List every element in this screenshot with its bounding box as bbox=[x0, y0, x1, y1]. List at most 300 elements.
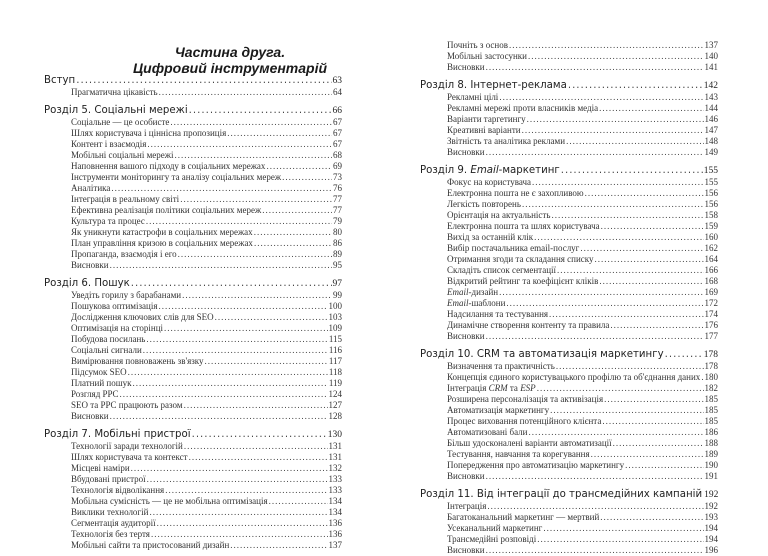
dot-leader bbox=[165, 485, 327, 496]
dot-leader bbox=[110, 411, 328, 422]
dot-leader bbox=[254, 238, 332, 249]
entry-title: Розділ 7. Мобільні пристрої bbox=[44, 429, 191, 440]
dot-leader bbox=[591, 449, 704, 460]
dot-leader bbox=[595, 254, 704, 265]
dot-leader bbox=[143, 345, 328, 356]
page-number: 189 bbox=[704, 449, 718, 459]
entry-title: Креативні варіанти bbox=[447, 125, 521, 135]
dot-leader bbox=[131, 277, 332, 290]
dot-leader bbox=[486, 471, 704, 482]
toc-chapter-entry bbox=[420, 79, 718, 92]
page-number: 140 bbox=[704, 51, 718, 61]
entry-title: Визначення та практичність bbox=[447, 361, 555, 371]
page-number: 182 bbox=[704, 383, 718, 393]
dot-leader bbox=[192, 428, 327, 441]
dot-leader bbox=[146, 216, 332, 227]
dot-leader bbox=[262, 205, 332, 216]
part-title-line-2: Цифровий інструментарій bbox=[132, 60, 328, 76]
entry-title: Відкритий рейтинг та коефіцієнт кліків bbox=[447, 276, 599, 286]
page-number: 68 bbox=[333, 150, 342, 160]
toc-section-entry bbox=[44, 161, 342, 172]
entry-title: Почніть з основ bbox=[447, 40, 508, 50]
toc-section-entry bbox=[44, 411, 342, 422]
toc-chapter-entry bbox=[44, 428, 342, 441]
page-number: 100 bbox=[328, 301, 342, 311]
page-number: 80 bbox=[333, 227, 342, 237]
dot-leader bbox=[599, 276, 703, 287]
entry-title: Фокус на користувача bbox=[447, 177, 531, 187]
entry-title: Висновки bbox=[447, 471, 485, 481]
dot-leader bbox=[266, 161, 332, 172]
page-number: 177 bbox=[704, 331, 718, 341]
dot-leader bbox=[131, 463, 328, 474]
dot-leader bbox=[509, 40, 704, 51]
dot-leader bbox=[556, 361, 704, 372]
dot-leader bbox=[486, 147, 704, 158]
page-number: 176 bbox=[704, 320, 718, 330]
entry-title: Розгляд PPC bbox=[71, 389, 119, 399]
dot-leader bbox=[550, 405, 703, 416]
toc-section-entry bbox=[44, 334, 342, 345]
entry-title: Мобільні застосунки bbox=[447, 51, 527, 61]
dot-leader bbox=[230, 540, 327, 551]
entry-title: Динамічне створення контенту та правила bbox=[447, 320, 610, 330]
entry-title: Електронна пошта та шлях користувача bbox=[447, 221, 600, 231]
page-number: 156 bbox=[704, 199, 718, 209]
page-number: 67 bbox=[333, 128, 342, 138]
page-number: 73 bbox=[333, 172, 342, 182]
toc-section-entry bbox=[44, 485, 342, 496]
toc-section-entry bbox=[420, 92, 718, 103]
table-of-contents-right bbox=[420, 40, 718, 556]
toc-section-entry bbox=[44, 540, 342, 551]
dot-leader bbox=[147, 139, 332, 150]
entry-title: Висновки bbox=[447, 545, 485, 555]
dot-leader bbox=[549, 309, 703, 320]
toc-section-entry bbox=[420, 136, 718, 147]
entry-title: SEO та PPC працюють разом bbox=[71, 400, 183, 410]
page-number: 141 bbox=[704, 62, 718, 72]
page-number: 185 bbox=[704, 394, 718, 404]
dot-leader bbox=[522, 199, 704, 210]
entry-title: Вбудовані пристрої bbox=[71, 474, 146, 484]
toc-section-entry bbox=[420, 309, 718, 320]
entry-title: Автоматизація маркетингу bbox=[447, 405, 550, 415]
page-number: 185 bbox=[704, 416, 718, 426]
entry-title: Email-дизайн bbox=[447, 287, 499, 297]
dot-leader bbox=[625, 460, 703, 471]
dot-leader bbox=[189, 452, 328, 463]
entry-title: Соціальне — це особисте bbox=[71, 117, 170, 127]
page-number: 127 bbox=[328, 400, 342, 410]
dot-leader bbox=[487, 501, 703, 512]
dot-leader bbox=[282, 172, 332, 183]
toc-section-entry bbox=[44, 367, 342, 378]
entry-title: Складіть список сегментації bbox=[447, 265, 557, 275]
page-number: 124 bbox=[328, 389, 342, 399]
toc-section-entry bbox=[44, 301, 342, 312]
toc-section-entry bbox=[420, 534, 718, 545]
page-number: 158 bbox=[704, 210, 718, 220]
toc-section-entry bbox=[420, 320, 718, 331]
entry-title: Дослідження ключових слів для SEO bbox=[71, 312, 214, 322]
page-number: 188 bbox=[704, 438, 718, 448]
entry-title: Ефективна реалізація політики соціальних мереж bbox=[71, 205, 262, 215]
toc-section-entry bbox=[420, 405, 718, 416]
toc-section-entry bbox=[420, 298, 718, 309]
toc-section-entry bbox=[44, 290, 342, 301]
entry-title: Більш удосконалені варіанти автоматизації bbox=[447, 438, 612, 448]
toc-section-entry bbox=[44, 389, 342, 400]
dot-leader bbox=[561, 164, 703, 177]
page-number: 142 bbox=[703, 81, 718, 91]
entry-title: Шлях користувача та контекст bbox=[71, 452, 188, 462]
entry-title: Надсилання та тестування bbox=[447, 309, 549, 319]
dot-leader bbox=[180, 194, 332, 205]
page-number: 178 bbox=[704, 361, 718, 371]
dot-leader bbox=[151, 529, 328, 540]
entry-title: Мобільні сайти та пристосований дизайн bbox=[71, 540, 230, 550]
dot-leader bbox=[701, 372, 703, 383]
part-title-line-1: Частина друга. bbox=[174, 44, 286, 60]
dot-leader bbox=[178, 249, 332, 260]
toc-section-entry bbox=[44, 260, 342, 271]
dot-leader bbox=[133, 378, 328, 389]
dot-leader bbox=[170, 117, 332, 128]
toc-section-entry bbox=[44, 378, 342, 389]
dot-leader bbox=[613, 438, 704, 449]
toc-section-entry bbox=[44, 172, 342, 183]
page-number: 95 bbox=[333, 260, 342, 270]
entry-title: Тестування, навчання та корегування bbox=[447, 449, 590, 459]
page-number: 185 bbox=[704, 405, 718, 415]
entry-title: Вимірювання повноважень зв'язку bbox=[71, 356, 204, 366]
page-number: 155 bbox=[704, 177, 718, 187]
page-number: 192 bbox=[704, 490, 718, 500]
dot-leader bbox=[149, 507, 327, 518]
dot-leader bbox=[528, 51, 704, 62]
page-number: 131 bbox=[328, 441, 342, 451]
toc-section-entry bbox=[420, 254, 718, 265]
dot-leader bbox=[528, 427, 703, 438]
entry-title: Шлях користувача і ціннісна пропозиція bbox=[71, 128, 227, 138]
toc-section-entry bbox=[420, 232, 718, 243]
entry-title: Висновки bbox=[71, 411, 109, 421]
page-number: 118 bbox=[328, 367, 342, 377]
page-number: 166 bbox=[704, 265, 718, 275]
toc-section-entry bbox=[420, 471, 718, 482]
entry-title: Сегментація аудиторії bbox=[71, 518, 156, 528]
page-number: 67 bbox=[333, 139, 342, 149]
page-number: 77 bbox=[333, 194, 342, 204]
entry-title: Орієнтація на актуальність bbox=[447, 210, 551, 220]
page-number: 192 bbox=[704, 501, 718, 511]
toc-section-entry bbox=[420, 331, 718, 342]
page-number: 128 bbox=[328, 411, 342, 421]
page-number: 178 bbox=[703, 350, 718, 360]
page-number: 159 bbox=[704, 221, 718, 231]
dot-leader bbox=[269, 496, 328, 507]
page-number: 76 bbox=[333, 183, 342, 193]
page-number: 132 bbox=[328, 463, 342, 473]
toc-section-entry bbox=[44, 518, 342, 529]
toc-section-entry bbox=[44, 139, 342, 150]
table-of-contents-left bbox=[44, 74, 342, 551]
page-number: 133 bbox=[328, 485, 342, 495]
entry-title: Трансмедійні розповіді bbox=[447, 534, 537, 544]
toc-section-entry bbox=[420, 394, 718, 405]
entry-title: Платний пошук bbox=[71, 378, 132, 388]
page-number: 66 bbox=[332, 106, 342, 116]
toc-section-entry bbox=[420, 243, 718, 254]
toc-section-entry bbox=[44, 238, 342, 249]
page-number: 137 bbox=[328, 540, 342, 550]
page-number: 194 bbox=[704, 534, 718, 544]
entry-title: Рекламні мережі проти власників медіа bbox=[447, 103, 599, 113]
dot-leader bbox=[159, 301, 328, 312]
entry-title: Мобільна сумісність — це не мобільна оптимізація bbox=[71, 496, 268, 506]
toc-section-entry bbox=[44, 183, 342, 194]
dot-leader bbox=[537, 534, 703, 545]
dot-leader bbox=[532, 177, 704, 188]
toc-section-entry bbox=[44, 463, 342, 474]
entry-title: Усеканальний маркетинг bbox=[447, 523, 543, 533]
page-number: 147 bbox=[704, 125, 718, 135]
toc-section-entry bbox=[44, 496, 342, 507]
dot-leader bbox=[527, 114, 704, 125]
right-page bbox=[384, 0, 768, 555]
entry-title: Наповнення вашого підходу в соціальних мережах bbox=[71, 161, 266, 171]
entry-title: Розділ 10. CRM та автоматизація маркетингу bbox=[420, 349, 664, 360]
page-number: 134 bbox=[328, 507, 342, 517]
page-number: 194 bbox=[704, 523, 718, 533]
entry-title: Розділ 6. Пошук bbox=[44, 278, 130, 289]
entry-title: Технологія відволікання bbox=[71, 485, 165, 495]
dot-leader bbox=[604, 394, 703, 405]
left-page bbox=[0, 0, 384, 550]
dot-leader bbox=[610, 320, 703, 331]
dot-leader bbox=[205, 356, 328, 367]
dot-leader bbox=[215, 312, 328, 323]
entry-title: Розділ 11. Від інтеграції до трансмедійних кампаній bbox=[420, 489, 703, 500]
entry-title: Висновки bbox=[447, 147, 485, 157]
page-number: 99 bbox=[333, 290, 342, 300]
toc-section-entry bbox=[420, 449, 718, 460]
entry-title: Легкість повторень bbox=[447, 199, 521, 209]
page-number: 119 bbox=[328, 378, 342, 388]
toc-section-entry bbox=[420, 147, 718, 158]
toc-section-entry bbox=[420, 62, 718, 73]
entry-title: Email-шаблони bbox=[447, 298, 506, 308]
dot-leader bbox=[76, 74, 331, 87]
page-number: 186 bbox=[704, 427, 718, 437]
entry-title: Аналітика bbox=[71, 183, 111, 193]
toc-section-entry bbox=[420, 460, 718, 471]
page-number: 103 bbox=[328, 312, 342, 322]
dot-leader bbox=[159, 87, 332, 98]
entry-title: Вибір постачальника email-послуг bbox=[447, 243, 580, 253]
entry-title: Рекламні цілі bbox=[447, 92, 499, 102]
entry-title: Розділ 8. Інтернет-реклама bbox=[420, 80, 567, 91]
entry-title: Вихід за останній клік bbox=[447, 232, 534, 242]
entry-title: Багатоканальний маркетинг — мертвий bbox=[447, 512, 600, 522]
toc-chapter-entry bbox=[420, 488, 718, 501]
toc-section-entry bbox=[44, 345, 342, 356]
entry-title: Попередження про автоматизацію маркетингу bbox=[447, 460, 625, 470]
toc-section-entry bbox=[44, 128, 342, 139]
entry-title: Соціальні сигнали bbox=[71, 345, 142, 355]
toc-section-entry bbox=[44, 312, 342, 323]
toc-section-entry bbox=[44, 323, 342, 334]
dot-leader bbox=[601, 221, 704, 232]
toc-section-entry bbox=[420, 361, 718, 372]
toc-section-entry bbox=[420, 188, 718, 199]
dot-leader bbox=[174, 150, 332, 161]
page-number: 64 bbox=[333, 87, 342, 97]
dot-leader bbox=[254, 227, 332, 238]
entry-title: Процес виховання потенційного клієнта bbox=[447, 416, 602, 426]
toc-section-entry bbox=[420, 199, 718, 210]
toc-section-entry bbox=[420, 177, 718, 188]
dot-leader bbox=[557, 265, 703, 276]
entry-title: Розширена персоналізація та активізація bbox=[447, 394, 604, 404]
entry-title: Отримання згоди та складання списку bbox=[447, 254, 594, 264]
page-number: 67 bbox=[333, 117, 342, 127]
page-number: 63 bbox=[332, 76, 342, 86]
entry-title: Мобільні соціальні мережі bbox=[71, 150, 174, 160]
page-number: 137 bbox=[704, 40, 718, 50]
entry-title: Пропаганда, взаємодія і его bbox=[71, 249, 177, 259]
page-number: 160 bbox=[704, 232, 718, 242]
toc-section-entry bbox=[44, 227, 342, 238]
page-number: 180 bbox=[704, 372, 718, 382]
dot-leader bbox=[499, 92, 703, 103]
page-number: 130 bbox=[327, 430, 342, 440]
entry-title: Виклики технологій bbox=[71, 507, 149, 517]
page-number: 143 bbox=[704, 92, 718, 102]
toc-section-entry bbox=[420, 416, 718, 427]
entry-title: Висновки bbox=[447, 331, 485, 341]
page-number: 86 bbox=[333, 238, 342, 248]
toc-section-entry bbox=[420, 438, 718, 449]
entry-title: Технології заради технологій bbox=[71, 441, 183, 451]
page-number: 190 bbox=[704, 460, 718, 470]
entry-title: Варіанти таргетингу bbox=[447, 114, 526, 124]
toc-section-entry bbox=[420, 51, 718, 62]
dot-leader bbox=[537, 383, 704, 394]
toc-section-entry bbox=[420, 383, 718, 394]
dot-leader bbox=[602, 416, 703, 427]
dot-leader bbox=[157, 518, 328, 529]
toc-chapter-entry bbox=[44, 104, 342, 117]
toc-section-entry bbox=[420, 125, 718, 136]
toc-section-entry bbox=[420, 114, 718, 125]
toc-section-entry bbox=[420, 501, 718, 512]
dot-leader bbox=[128, 367, 328, 378]
entry-title: Підсумок SEO bbox=[71, 367, 127, 377]
toc-section-entry bbox=[44, 194, 342, 205]
toc-section-entry bbox=[420, 221, 718, 232]
toc-section-entry bbox=[44, 507, 342, 518]
dot-leader bbox=[227, 128, 332, 139]
dot-leader bbox=[486, 62, 704, 73]
dot-leader bbox=[534, 232, 703, 243]
page-number: 196 bbox=[704, 545, 718, 555]
page-number: 191 bbox=[704, 471, 718, 481]
dot-leader bbox=[551, 210, 703, 221]
toc-section-entry bbox=[420, 40, 718, 51]
dot-leader bbox=[665, 348, 703, 361]
dot-leader bbox=[585, 188, 704, 199]
page-number: 146 bbox=[704, 114, 718, 124]
dot-leader bbox=[146, 334, 327, 345]
dot-leader bbox=[522, 125, 704, 136]
page-number: 136 bbox=[328, 518, 342, 528]
dot-leader bbox=[486, 331, 704, 342]
dot-leader bbox=[182, 290, 332, 301]
toc-section-entry bbox=[420, 210, 718, 221]
toc-section-entry bbox=[44, 400, 342, 411]
dot-leader bbox=[184, 400, 328, 411]
page-number: 156 bbox=[704, 188, 718, 198]
entry-title: Інструменти моніторингу та аналізу соціальних мереж bbox=[71, 172, 282, 182]
toc-chapter-entry bbox=[420, 348, 718, 361]
dot-leader bbox=[580, 243, 703, 254]
toc-section-entry bbox=[44, 150, 342, 161]
toc-chapter-entry bbox=[420, 164, 718, 177]
entry-title: Інтеграція CRM та ESP bbox=[447, 383, 536, 393]
entry-title: Контент і взаємодія bbox=[71, 139, 147, 149]
entry-title: Культура та процес bbox=[71, 216, 145, 226]
toc-section-entry bbox=[420, 103, 718, 114]
dot-leader bbox=[600, 512, 703, 523]
page-number: 164 bbox=[704, 254, 718, 264]
toc-section-entry bbox=[44, 529, 342, 540]
page-number: 168 bbox=[704, 276, 718, 286]
entry-title: Побудова посилань bbox=[71, 334, 146, 344]
entry-title: Технологія без тертя bbox=[71, 529, 150, 539]
toc-section-entry bbox=[420, 265, 718, 276]
dot-leader bbox=[189, 104, 332, 117]
entry-title: Розділ 9. Email-маркетинг bbox=[420, 165, 560, 176]
dot-leader bbox=[543, 523, 703, 534]
entry-title: Вступ bbox=[44, 75, 76, 86]
page-number: 131 bbox=[328, 452, 342, 462]
page-number: 115 bbox=[328, 334, 342, 344]
page-number: 134 bbox=[328, 496, 342, 506]
part-title bbox=[120, 44, 340, 76]
entry-title: Розділ 5. Соціальні мережі bbox=[44, 105, 188, 116]
entry-title: Звітність та аналітика реклами bbox=[447, 136, 566, 146]
entry-title: Концепція єдиного користувацького профілю та об'єднання даних bbox=[447, 372, 701, 382]
dot-leader bbox=[566, 136, 703, 147]
page-number: 79 bbox=[333, 216, 342, 226]
entry-title: План управління кризою в соціальних мережах bbox=[71, 238, 253, 248]
entry-title: Місцеві наміри bbox=[71, 463, 130, 473]
toc-section-entry bbox=[44, 474, 342, 485]
toc-section-entry bbox=[420, 427, 718, 438]
page-number: 116 bbox=[328, 345, 342, 355]
dot-leader bbox=[110, 260, 332, 271]
page-number: 144 bbox=[704, 103, 718, 113]
page-number: 148 bbox=[704, 136, 718, 146]
dot-leader bbox=[184, 441, 328, 452]
entry-title: Уведіть горилу з барабанами bbox=[71, 290, 182, 300]
page-number: 133 bbox=[328, 474, 342, 484]
entry-title: Оптимізація на сторінці bbox=[71, 323, 164, 333]
toc-section-entry bbox=[420, 287, 718, 298]
toc-section-entry bbox=[44, 356, 342, 367]
